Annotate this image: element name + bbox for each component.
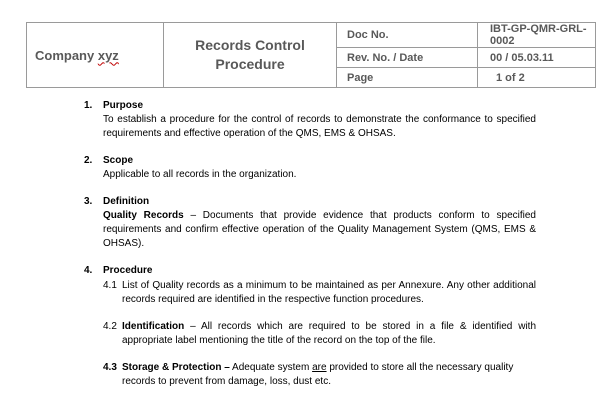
procedure-item-paragraph [122,361,536,389]
procedure-item-text: List of Quality records as a minimum to be maintained as per Annexure. Any other additional records required are identified in the respective function procedures. [122,280,536,305]
procedure-item-number: 4.3 [103,362,117,373]
company-name-suffix: xyz [97,47,119,63]
procedure-item-term: Identification [122,321,185,332]
section-text: To establish a procedure for the control of records to demonstrate the conformance to specified requirements and effective operation of the QMS, EMS & OHSAS. [103,114,536,139]
section-heading: Scope [103,155,134,166]
document-title-line2: Procedure [215,56,285,72]
company-name-prefix: Company [35,47,98,63]
procedure-item [103,361,536,389]
definition-term: Quality Records [103,210,184,221]
definition-text: – Documents that provide evidence that products conform to specified requirements and confirm effective operation of the Quality Management System (QMS, EMS & OHSAS). [103,210,536,249]
section-number: 3. [84,196,93,207]
procedure-item-text: – All records which are required to be stored in a file & identified with appropriate label mentioning the title of the record on the top of the file. [122,321,536,346]
procedure-item-number: 4.1 [103,280,117,291]
document-title [164,23,337,88]
section-scope [84,154,536,182]
procedure-item [103,279,536,307]
section-number: 4. [84,265,93,276]
procedure-item-paragraph [122,320,536,348]
document-header [26,22,596,82]
procedure-item [103,320,536,348]
rev-label: Rev. No. / Date [337,48,478,68]
section-number: 1. [84,100,93,111]
section-definition [84,195,536,251]
section-heading: Definition [103,196,150,207]
procedure-item-underlined: are [312,362,327,373]
doc-no-value: IBT-GP-QMR-GRL-0002 [478,23,596,48]
company-name [27,23,164,88]
page-label: Page [337,68,478,88]
document-title-line1: Records Control [195,37,305,53]
procedure-item-text-after: provided to store all the necessary quality records to prevent from damage, loss, dust etc. [122,362,514,387]
header-table [26,22,596,88]
procedure-item-number: 4.2 [103,321,117,332]
section-procedure [84,264,536,389]
definition-paragraph [103,209,536,251]
document-body [84,99,536,402]
doc-no-label: Doc No. [337,23,478,48]
page-value: 1 of 2 [478,68,596,88]
section-purpose [84,99,536,141]
section-heading: Procedure [103,265,153,276]
procedure-item-term: Storage & Protection – [122,362,230,373]
section-text: Applicable to all records in the organization. [103,169,297,180]
section-number: 2. [84,155,93,166]
procedure-item-text-before: Adequate system [229,362,313,373]
section-heading: Purpose [103,100,144,111]
rev-value: 00 / 05.03.11 [478,48,596,68]
